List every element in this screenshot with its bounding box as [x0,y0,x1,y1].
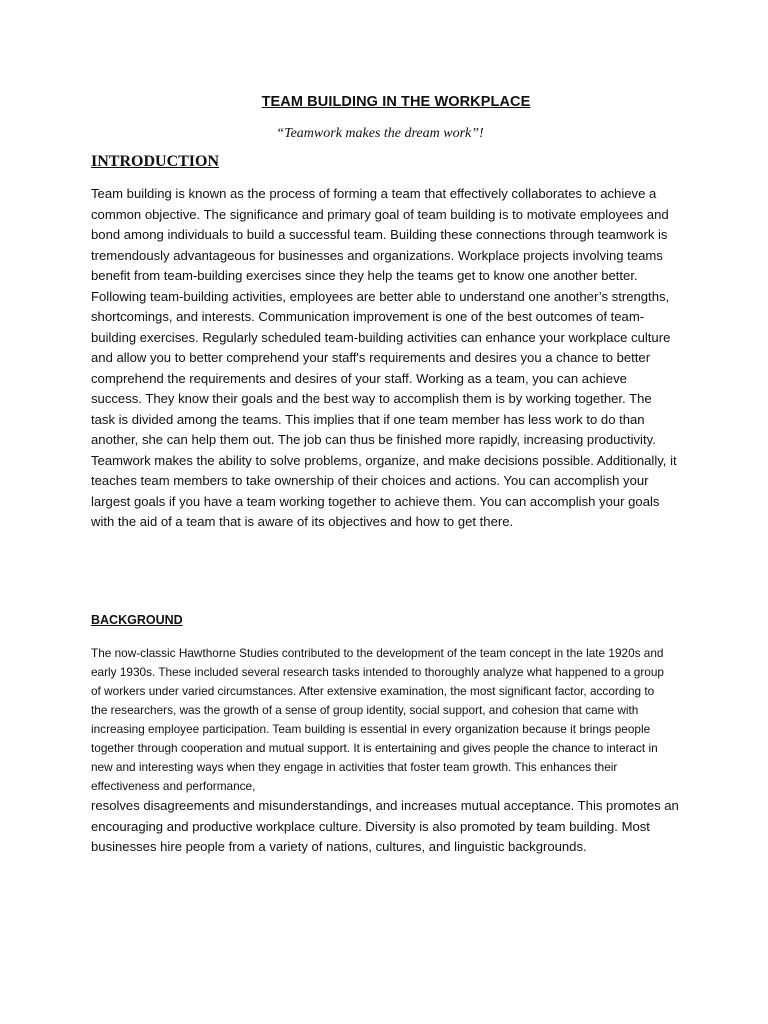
introduction-heading: INTRODUCTION [91,153,220,170]
background-heading: BACKGROUND [91,613,183,627]
document-title: TEAM BUILDING IN THE WORKPLACE [261,94,531,110]
document-quote: “Teamwork makes the dream work”! [276,126,484,141]
background-paragraph-part1: The now-classic Hawthorne Studies contributed to the development of the team concept in the late 1920s and early 1930s. These included several research tasks intended to thoroughly analyze what happened to a group of workers under varied circumstances. After extensive examination, the most significant factor, according to the researchers, was the growth of a sense of group identity, social support, and cohesion that came with increasing employee participation. Team building is essential in every organization because it brings people together through cooperation and mutual support. It is entertaining and gives people the chance to interact in new and interesting ways when they engage in activities that foster team growth. This enhances their effectiveness and performance, [91,646,664,793]
introduction-paragraph: Team building is known as the process of forming a team that effectively collaborates to achieve a common objective. The significance and primary goal of team building is to motivate employees and bond among individuals to build a successful team. Building these connections through teamwork is tremendously advantageous for businesses and organizations. Workplace projects involving teams benefit from team-building exercises since they help the teams get to know one another better. Following team-building activities, employees are better able to understand one another’s strengths, shortcomings, and interests. Communication improvement is one of the best outcomes of team-building exercises. Regularly scheduled team-building activities can enhance your workplace culture and allow you to better comprehend your staff's requirements and desires you a chance to better comprehend the requirements and desires of your staff. Working as a team, you can achieve success. They know their goals and the best way to accomplish them is by working together. The task is divided among the teams. This implies that if one team member has less work to do than another, she can help them out. The job can thus be finished more rapidly, increasing productivity. Teamwork makes the ability to solve problems, organize, and make decisions possible. Additionally, it teaches team members to take ownership of their choices and actions. You can accomplish your largest goals if you have a team working together to achieve them. You can accomplish your goals with the aid of a team that is aware of its objectives and how to get there. [91,186,677,529]
background-paragraph-part2: resolves disagreements and misunderstandings, and increases mutual acceptance. This promotes an encouraging and productive workplace culture. Diversity is also promoted by team building. Most businesses hire people from a variety of nations, cultures, and linguistic backgrounds. [91,798,679,854]
